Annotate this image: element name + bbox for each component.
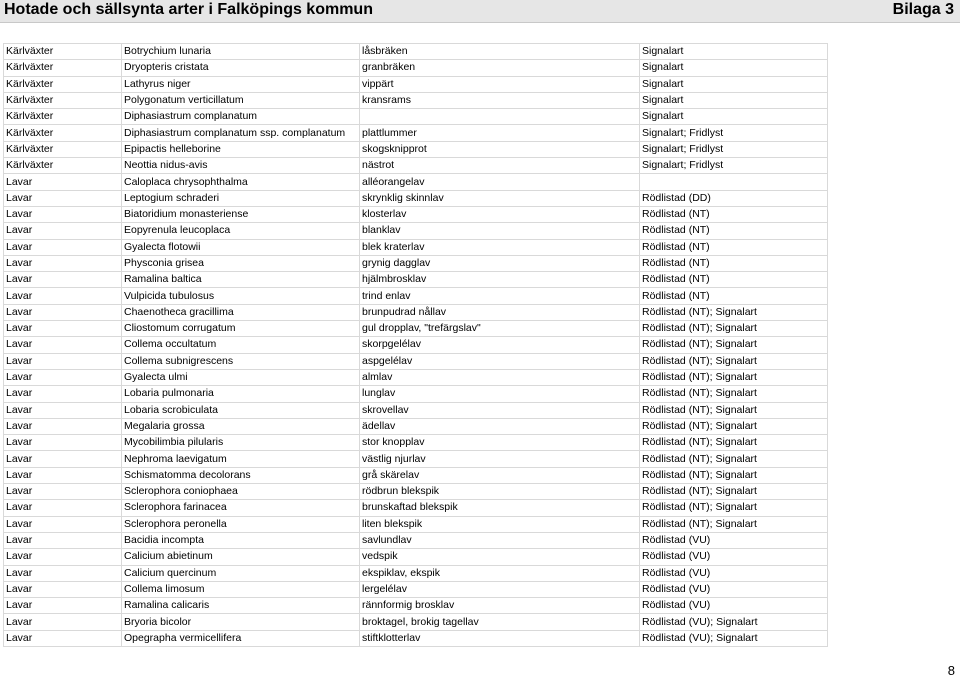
table-row [4, 353, 828, 369]
group-cell: Lavar [4, 451, 122, 467]
scientific-name-cell: Collema occultatum [122, 337, 360, 353]
table-row [4, 549, 828, 565]
appendix-label: Bilaga 3 [892, 1, 954, 18]
group-cell: Lavar [4, 484, 122, 500]
status-cell: Rödlistad (NT); Signalart [640, 516, 828, 532]
status-cell: Rödlistad (NT) [640, 223, 828, 239]
swedish-name-cell: savlundlav [360, 532, 640, 548]
scientific-name-cell: Diphasiastrum complanatum ssp. complanatum [122, 125, 360, 141]
scientific-name-cell: Gyalecta flotowii [122, 239, 360, 255]
scientific-name-cell: Biatoridium monasteriense [122, 206, 360, 222]
status-cell: Rödlistad (NT); Signalart [640, 402, 828, 418]
scientific-name-cell: Caloplaca chrysophthalma [122, 174, 360, 190]
status-cell: Rödlistad (NT); Signalart [640, 321, 828, 337]
swedish-name-cell: aspgelélav [360, 353, 640, 369]
table-row [4, 223, 828, 239]
scientific-name-cell: Sclerophora coniophaea [122, 484, 360, 500]
group-cell: Lavar [4, 321, 122, 337]
scientific-name-cell: Bryoria bicolor [122, 614, 360, 630]
swedish-name-cell: stor knopplav [360, 435, 640, 451]
scientific-name-cell: Collema subnigrescens [122, 353, 360, 369]
group-cell: Lavar [4, 402, 122, 418]
table-row [4, 190, 828, 206]
status-cell: Rödlistad (VU) [640, 549, 828, 565]
scientific-name-cell: Chaenotheca gracillima [122, 304, 360, 320]
swedish-name-cell: skorpgelélav [360, 337, 640, 353]
status-cell: Rödlistad (VU) [640, 532, 828, 548]
swedish-name-cell: lergelélav [360, 581, 640, 597]
table-row [4, 272, 828, 288]
table-row [4, 532, 828, 548]
group-cell: Lavar [4, 581, 122, 597]
scientific-name-cell: Megalaria grossa [122, 418, 360, 434]
scientific-name-cell: Dryopteris cristata [122, 60, 360, 76]
group-cell: Lavar [4, 565, 122, 581]
scientific-name-cell: Epipactis helleborine [122, 141, 360, 157]
swedish-name-cell: alléorangelav [360, 174, 640, 190]
swedish-name-cell: brunpudrad nållav [360, 304, 640, 320]
swedish-name-cell: ekspiklav, ekspik [360, 565, 640, 581]
table-row [4, 630, 828, 646]
scientific-name-cell: Ramalina calicaris [122, 598, 360, 614]
swedish-name-cell: blek kraterlav [360, 239, 640, 255]
scientific-name-cell: Lathyrus niger [122, 76, 360, 92]
swedish-name-cell: nästrot [360, 158, 640, 174]
group-cell: Kärlväxter [4, 125, 122, 141]
swedish-name-cell: vippärt [360, 76, 640, 92]
table-row [4, 141, 828, 157]
status-cell: Signalart [640, 60, 828, 76]
scientific-name-cell: Neottia nidus-avis [122, 158, 360, 174]
table-row [4, 369, 828, 385]
scientific-name-cell: Sclerophora peronella [122, 516, 360, 532]
group-cell: Kärlväxter [4, 158, 122, 174]
swedish-name-cell: kransrams [360, 92, 640, 108]
group-cell: Lavar [4, 206, 122, 222]
scientific-name-cell: Lobaria scrobiculata [122, 402, 360, 418]
table-row [4, 435, 828, 451]
status-cell: Rödlistad (NT); Signalart [640, 353, 828, 369]
status-cell: Rödlistad (NT); Signalart [640, 484, 828, 500]
status-cell: Rödlistad (VU); Signalart [640, 614, 828, 630]
group-cell: Lavar [4, 337, 122, 353]
swedish-name-cell: rödbrun blekspik [360, 484, 640, 500]
table-row [4, 255, 828, 271]
group-cell: Lavar [4, 223, 122, 239]
table-row [4, 158, 828, 174]
swedish-name-cell: plattlummer [360, 125, 640, 141]
scientific-name-cell: Schismatomma decolorans [122, 467, 360, 483]
status-cell: Rödlistad (NT); Signalart [640, 500, 828, 516]
swedish-name-cell: skogsknipprot [360, 141, 640, 157]
group-cell: Lavar [4, 288, 122, 304]
status-cell: Rödlistad (NT); Signalart [640, 337, 828, 353]
swedish-name-cell: grå skärelav [360, 467, 640, 483]
group-cell: Kärlväxter [4, 109, 122, 125]
table-row [4, 337, 828, 353]
scientific-name-cell: Vulpicida tubulosus [122, 288, 360, 304]
table-row [4, 418, 828, 434]
swedish-name-cell: gul dropplav, "trefärgslav" [360, 321, 640, 337]
table-row [4, 386, 828, 402]
table-row [4, 565, 828, 581]
status-cell: Rödlistad (NT); Signalart [640, 467, 828, 483]
group-cell: Kärlväxter [4, 141, 122, 157]
status-cell: Rödlistad (VU) [640, 565, 828, 581]
page-header [0, 0, 960, 23]
group-cell: Lavar [4, 435, 122, 451]
table-row [4, 304, 828, 320]
table-row [4, 581, 828, 597]
status-cell: Rödlistad (NT); Signalart [640, 435, 828, 451]
table-row [4, 484, 828, 500]
status-cell: Rödlistad (NT); Signalart [640, 369, 828, 385]
scientific-name-cell: Calicium quercinum [122, 565, 360, 581]
status-cell: Signalart [640, 92, 828, 108]
swedish-name-cell: grynig dagglav [360, 255, 640, 271]
swedish-name-cell: västlig njurlav [360, 451, 640, 467]
scientific-name-cell: Diphasiastrum complanatum [122, 109, 360, 125]
swedish-name-cell: skrovellav [360, 402, 640, 418]
swedish-name-cell: blanklav [360, 223, 640, 239]
scientific-name-cell: Collema limosum [122, 581, 360, 597]
species-table [3, 43, 828, 647]
scientific-name-cell: Botrychium lunaria [122, 44, 360, 60]
table-row [4, 467, 828, 483]
group-cell: Lavar [4, 304, 122, 320]
group-cell: Lavar [4, 598, 122, 614]
scientific-name-cell: Cliostomum corrugatum [122, 321, 360, 337]
table-row [4, 239, 828, 255]
group-cell: Lavar [4, 516, 122, 532]
status-cell: Signalart; Fridlyst [640, 141, 828, 157]
swedish-name-cell: stiftklotterlav [360, 630, 640, 646]
swedish-name-cell: hjälmbrosklav [360, 272, 640, 288]
scientific-name-cell: Opegrapha vermicellifera [122, 630, 360, 646]
group-cell: Lavar [4, 500, 122, 516]
group-cell: Lavar [4, 386, 122, 402]
table-row [4, 598, 828, 614]
table-row [4, 321, 828, 337]
group-cell: Lavar [4, 614, 122, 630]
group-cell: Kärlväxter [4, 92, 122, 108]
table-row [4, 92, 828, 108]
swedish-name-cell: trind enlav [360, 288, 640, 304]
table-row [4, 44, 828, 60]
group-cell: Lavar [4, 418, 122, 434]
status-cell: Rödlistad (NT); Signalart [640, 386, 828, 402]
table-row [4, 516, 828, 532]
group-cell: Lavar [4, 353, 122, 369]
group-cell: Lavar [4, 549, 122, 565]
page-title: Hotade och sällsynta arter i Falköpings kommun [4, 1, 373, 18]
group-cell: Kärlväxter [4, 76, 122, 92]
group-cell: Lavar [4, 174, 122, 190]
group-cell: Lavar [4, 190, 122, 206]
swedish-name-cell [360, 109, 640, 125]
table-row [4, 500, 828, 516]
table-row [4, 288, 828, 304]
status-cell [640, 174, 828, 190]
table-row [4, 76, 828, 92]
swedish-name-cell: ädellav [360, 418, 640, 434]
scientific-name-cell: Polygonatum verticillatum [122, 92, 360, 108]
status-cell: Rödlistad (NT) [640, 206, 828, 222]
table-row [4, 60, 828, 76]
swedish-name-cell: brunskaftad blekspik [360, 500, 640, 516]
status-cell: Signalart [640, 44, 828, 60]
status-cell: Signalart; Fridlyst [640, 125, 828, 141]
swedish-name-cell: broktagel, brokig tagellav [360, 614, 640, 630]
status-cell: Rödlistad (NT) [640, 239, 828, 255]
scientific-name-cell: Sclerophora farinacea [122, 500, 360, 516]
table-row [4, 174, 828, 190]
swedish-name-cell: granbräken [360, 60, 640, 76]
swedish-name-cell: liten blekspik [360, 516, 640, 532]
scientific-name-cell: Physconia grisea [122, 255, 360, 271]
status-cell: Rödlistad (NT) [640, 272, 828, 288]
swedish-name-cell: låsbräken [360, 44, 640, 60]
table-row [4, 614, 828, 630]
status-cell: Signalart [640, 76, 828, 92]
group-cell: Lavar [4, 272, 122, 288]
scientific-name-cell: Nephroma laevigatum [122, 451, 360, 467]
group-cell: Lavar [4, 239, 122, 255]
group-cell: Lavar [4, 630, 122, 646]
table-row [4, 125, 828, 141]
swedish-name-cell: almlav [360, 369, 640, 385]
group-cell: Lavar [4, 255, 122, 271]
swedish-name-cell: klosterlav [360, 206, 640, 222]
status-cell: Rödlistad (VU) [640, 581, 828, 597]
scientific-name-cell: Gyalecta ulmi [122, 369, 360, 385]
group-cell: Lavar [4, 369, 122, 385]
scientific-name-cell: Leptogium schraderi [122, 190, 360, 206]
species-table-body [4, 44, 828, 647]
group-cell: Kärlväxter [4, 60, 122, 76]
group-cell: Kärlväxter [4, 44, 122, 60]
scientific-name-cell: Lobaria pulmonaria [122, 386, 360, 402]
status-cell: Rödlistad (NT); Signalart [640, 451, 828, 467]
swedish-name-cell: skrynklig skinnlav [360, 190, 640, 206]
page-number: 8 [947, 663, 955, 678]
status-cell: Rödlistad (NT); Signalart [640, 418, 828, 434]
table-row [4, 451, 828, 467]
status-cell: Signalart; Fridlyst [640, 158, 828, 174]
status-cell: Rödlistad (VU) [640, 598, 828, 614]
status-cell: Signalart [640, 109, 828, 125]
group-cell: Lavar [4, 467, 122, 483]
scientific-name-cell: Ramalina baltica [122, 272, 360, 288]
swedish-name-cell: vedspik [360, 549, 640, 565]
table-row [4, 402, 828, 418]
scientific-name-cell: Mycobilimbia pilularis [122, 435, 360, 451]
group-cell: Lavar [4, 532, 122, 548]
status-cell: Rödlistad (NT) [640, 255, 828, 271]
table-row [4, 109, 828, 125]
table-row [4, 206, 828, 222]
status-cell: Rödlistad (VU); Signalart [640, 630, 828, 646]
swedish-name-cell: lunglav [360, 386, 640, 402]
scientific-name-cell: Calicium abietinum [122, 549, 360, 565]
scientific-name-cell: Bacidia incompta [122, 532, 360, 548]
swedish-name-cell: rännformig brosklav [360, 598, 640, 614]
status-cell: Rödlistad (NT) [640, 288, 828, 304]
scientific-name-cell: Eopyrenula leucoplaca [122, 223, 360, 239]
status-cell: Rödlistad (NT); Signalart [640, 304, 828, 320]
status-cell: Rödlistad (DD) [640, 190, 828, 206]
